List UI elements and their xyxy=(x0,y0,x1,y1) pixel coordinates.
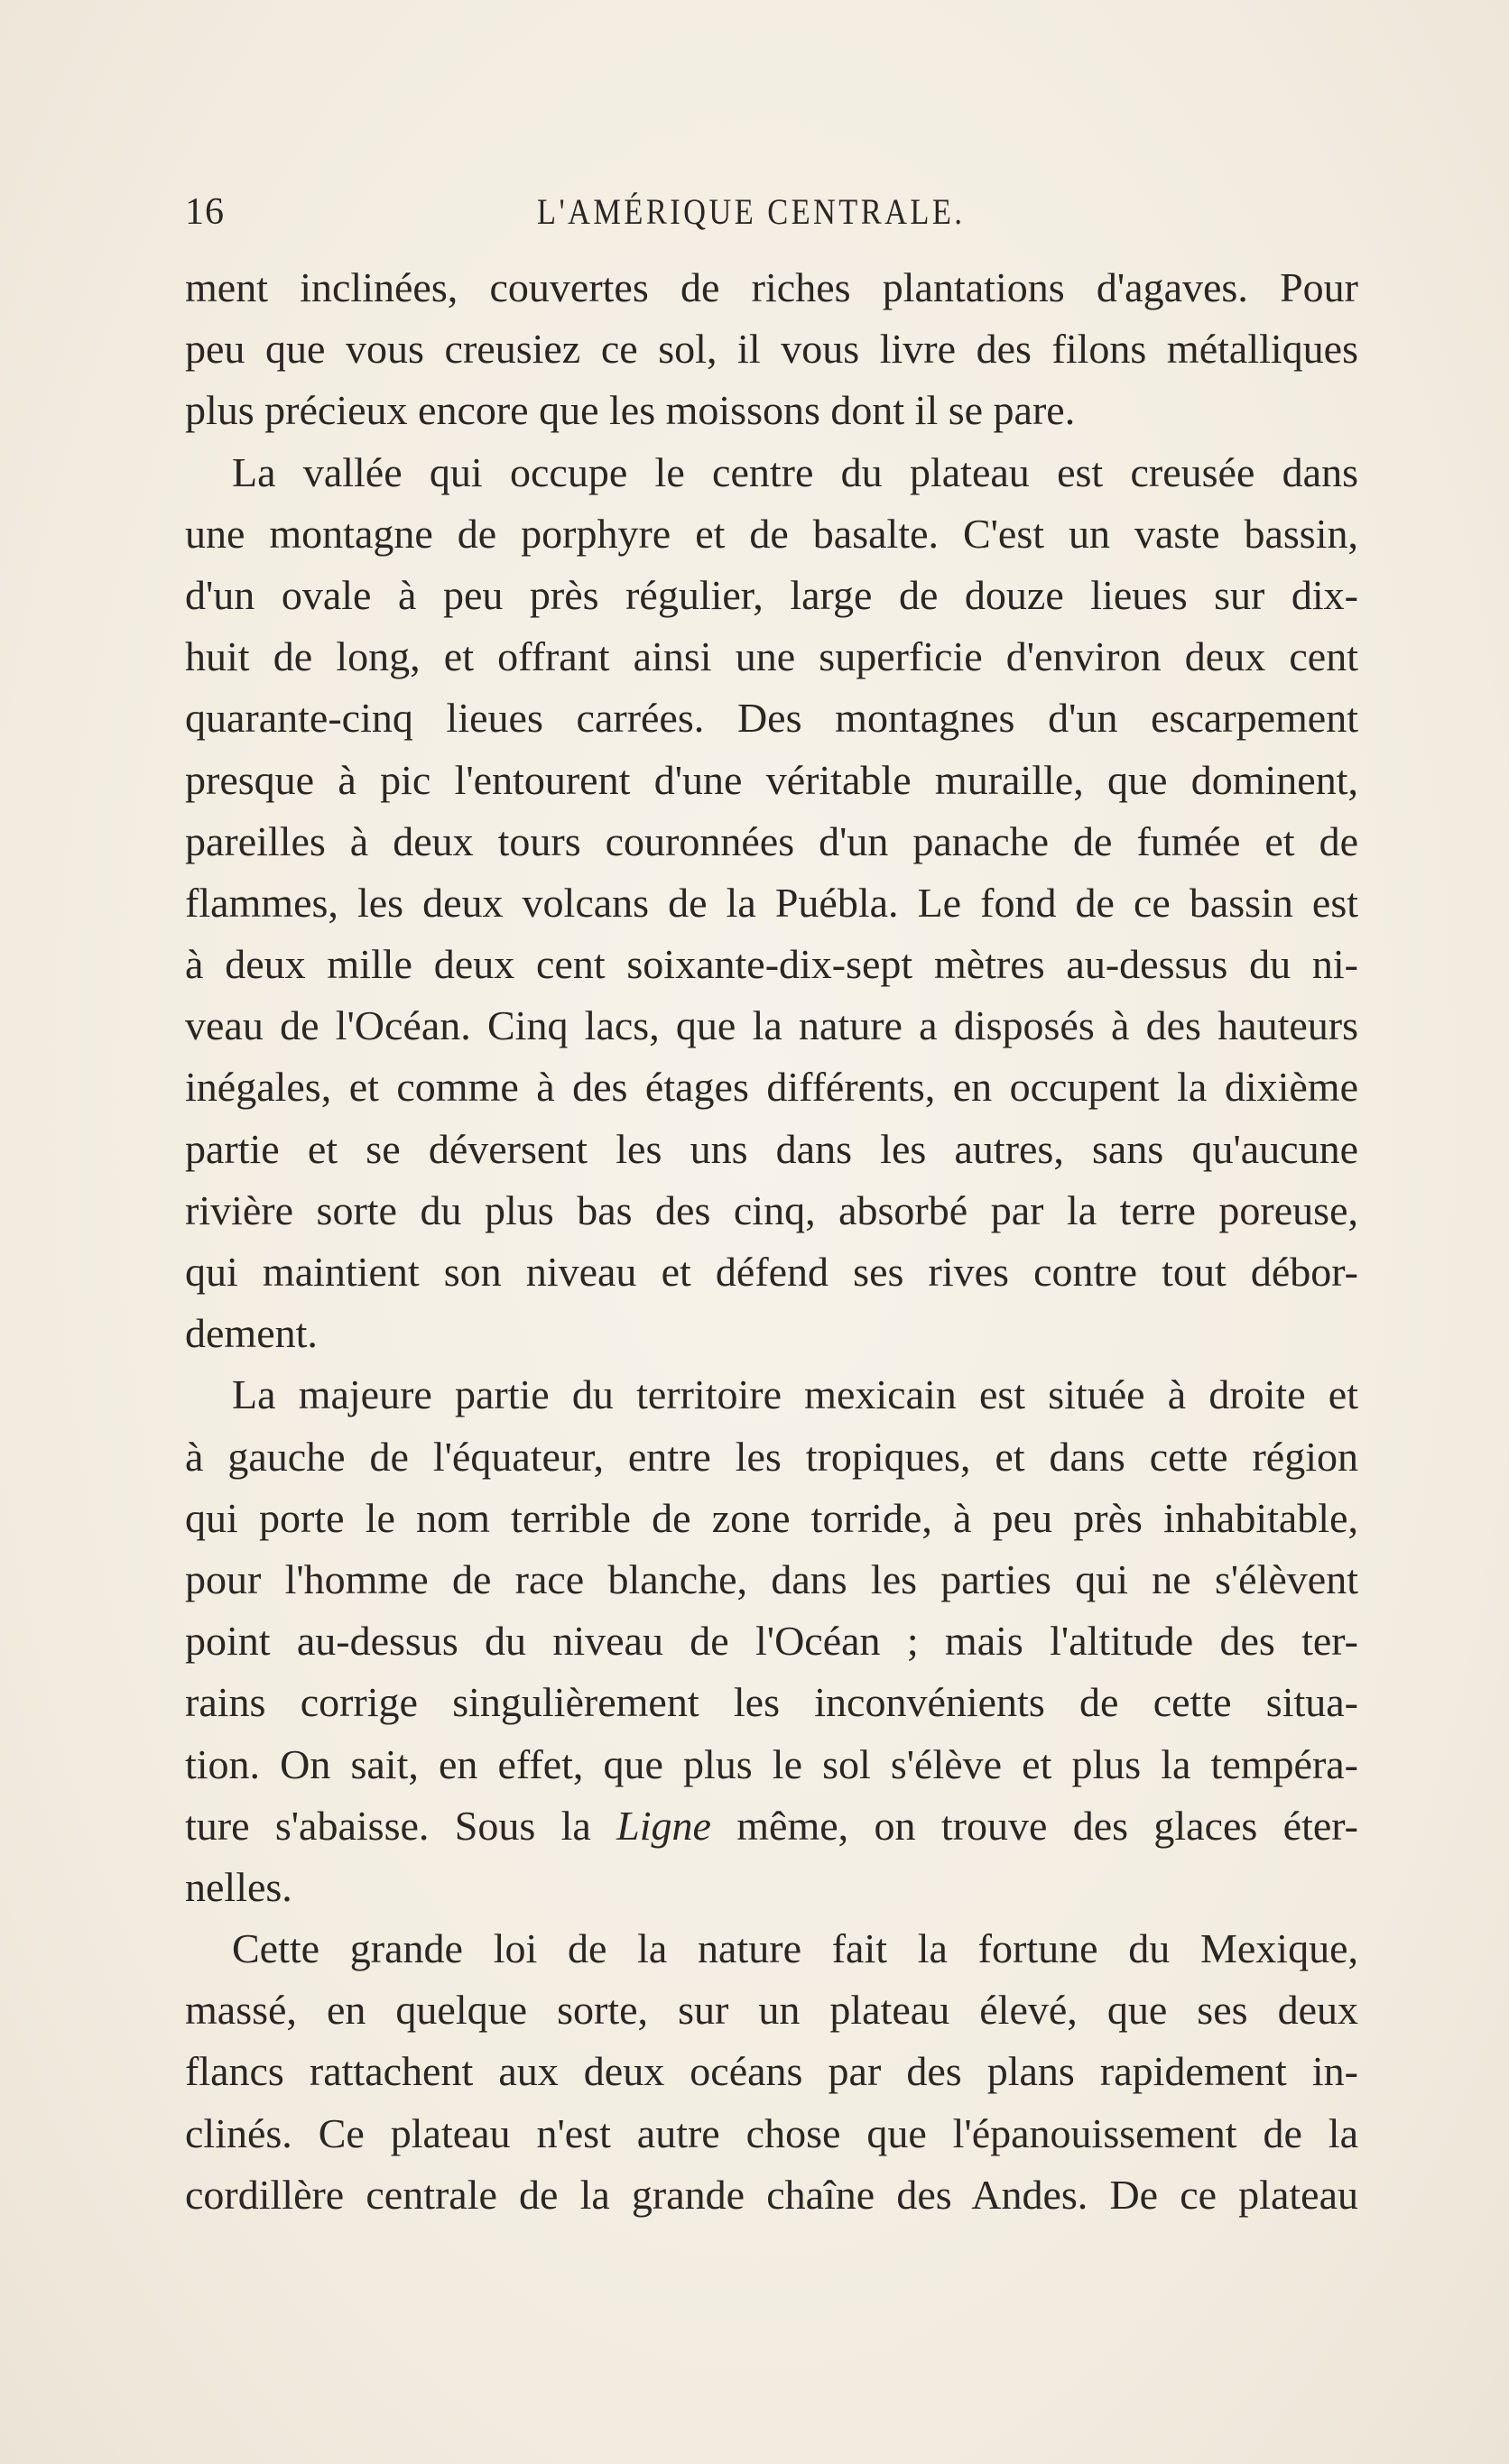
text-line xyxy=(185,626,1358,688)
line-text: pareilles à deux tours couronnées d'un panache de fumée et de xyxy=(185,817,1358,864)
running-title: L'AMÉRIQUE CENTRALE. xyxy=(537,191,966,232)
line-text: inégales, et comme à des étages différents, en occupent la dixième xyxy=(185,1064,1358,1111)
text-line xyxy=(185,565,1358,626)
line-text: ture s'abaisse. Sous la xyxy=(185,1802,617,1849)
line-text: La vallée qui occupe le centre du plateau est creusée dans xyxy=(232,448,1358,495)
line-text: presque à pic l'entourent d'une véritable muraille, que dominent, xyxy=(185,756,1358,803)
line-text: rains corrige singulièrement les inconvénients de cette situa- xyxy=(185,1679,1358,1726)
line-text: quarante-cinq lieues carrées. Des montagnes d'un escarpement xyxy=(185,695,1358,742)
text-line xyxy=(185,2041,1358,2102)
text-line xyxy=(185,1734,1358,1795)
text-line xyxy=(185,1857,1358,1918)
text-line xyxy=(185,2103,1358,2164)
line-text: point au-dessus du niveau de l'Océan ; mais l'altitude des ter- xyxy=(185,1618,1358,1665)
text-line xyxy=(185,1980,1358,2041)
text-line xyxy=(185,811,1358,872)
line-text: veau de l'Océan. Cinq lacs, que la nature a disposés à des hauteurs xyxy=(185,1002,1358,1049)
text-line xyxy=(185,2164,1358,2226)
text-line xyxy=(185,1672,1358,1733)
line-text: nelles. xyxy=(185,1863,292,1910)
line-text: qui maintient son niveau et défend ses rives contre tout débor- xyxy=(185,1249,1358,1295)
text-line xyxy=(185,1119,1358,1180)
text-line xyxy=(185,872,1358,934)
text-line xyxy=(185,1303,1358,1364)
line-text: une montagne de porphyre et de basalte. C'est un vaste bassin, xyxy=(185,510,1358,557)
text-line xyxy=(185,1918,1358,1980)
line-text: Cette grande loi de la nature fait la fortune du Mexique, xyxy=(232,1925,1358,1972)
text-line xyxy=(185,257,1358,318)
text-line xyxy=(185,380,1358,441)
line-text: flancs rattachent aux deux océans par des plans rapidement in- xyxy=(185,2048,1358,2095)
line-text: d'un ovale à peu près régulier, large de douze lieues sur dix- xyxy=(185,571,1358,618)
line-text: dement. xyxy=(185,1310,318,1357)
text-line xyxy=(185,688,1358,749)
line-text: massé, en quelque sorte, sur un plateau élevé, que ses deux xyxy=(185,1987,1358,2034)
line-text: rivière sorte du plus bas des cinq, absorbé par la terre poreuse, xyxy=(185,1186,1358,1233)
line-text: pour l'homme de race blanche, dans les parties qui ne s'élèvent xyxy=(185,1555,1358,1602)
text-line xyxy=(185,1610,1358,1672)
text-line xyxy=(185,1180,1358,1241)
line-text: cordillère centrale de la grande chaîne des Andes. De ce plateau xyxy=(185,2171,1358,2218)
text-line xyxy=(185,1241,1358,1303)
line-text: partie et se déversent les uns dans les autres, sans qu'aucune xyxy=(185,1125,1358,1172)
text-line xyxy=(185,1057,1358,1118)
line-italic-text: Ligne xyxy=(616,1802,711,1849)
text-line xyxy=(185,1549,1358,1610)
line-text-after: même, on trouve des glaces éter- xyxy=(710,1802,1358,1849)
text-line xyxy=(185,995,1358,1057)
line-text: plus précieux encore que les moissons dont il se pare. xyxy=(185,387,1076,434)
text-line xyxy=(185,318,1358,380)
text-line xyxy=(185,503,1358,565)
text-line xyxy=(185,1488,1358,1549)
line-text: La majeure partie du territoire mexicain est située à droite et xyxy=(232,1371,1358,1418)
text-line xyxy=(185,442,1358,503)
line-text: tion. On sait, en effet, que plus le sol s'élève et plus la tempéra- xyxy=(185,1740,1358,1787)
text-line xyxy=(185,1364,1358,1426)
page-number: 16 xyxy=(185,191,225,233)
line-text: peu que vous creusiez ce sol, il vous livre des filons métalliques xyxy=(185,326,1358,373)
line-text: qui porte le nom terrible de zone torride, à peu près inhabitable, xyxy=(185,1494,1358,1541)
line-text: flammes, les deux volcans de la Puébla. Le fond de ce bassin est xyxy=(185,879,1358,926)
line-text: huit de long, et offrant ainsi une superficie d'environ deux cent xyxy=(185,633,1358,680)
line-text: ment inclinées, couvertes de riches plantations d'agaves. Pour xyxy=(185,264,1358,310)
text-line xyxy=(185,750,1358,811)
page-header xyxy=(185,185,1358,239)
line-text: à gauche de l'équateur, entre les tropiques, et dans cette région xyxy=(185,1433,1358,1480)
text-line xyxy=(185,1426,1358,1488)
line-text: à deux mille deux cent soixante-dix-sept mètres au-dessus du ni- xyxy=(185,941,1358,988)
text-line xyxy=(185,1795,1358,1857)
line-text: clinés. Ce plateau n'est autre chose que l'épanouissement de la xyxy=(185,2109,1358,2156)
body-text xyxy=(185,257,1358,2226)
text-line xyxy=(185,934,1358,995)
